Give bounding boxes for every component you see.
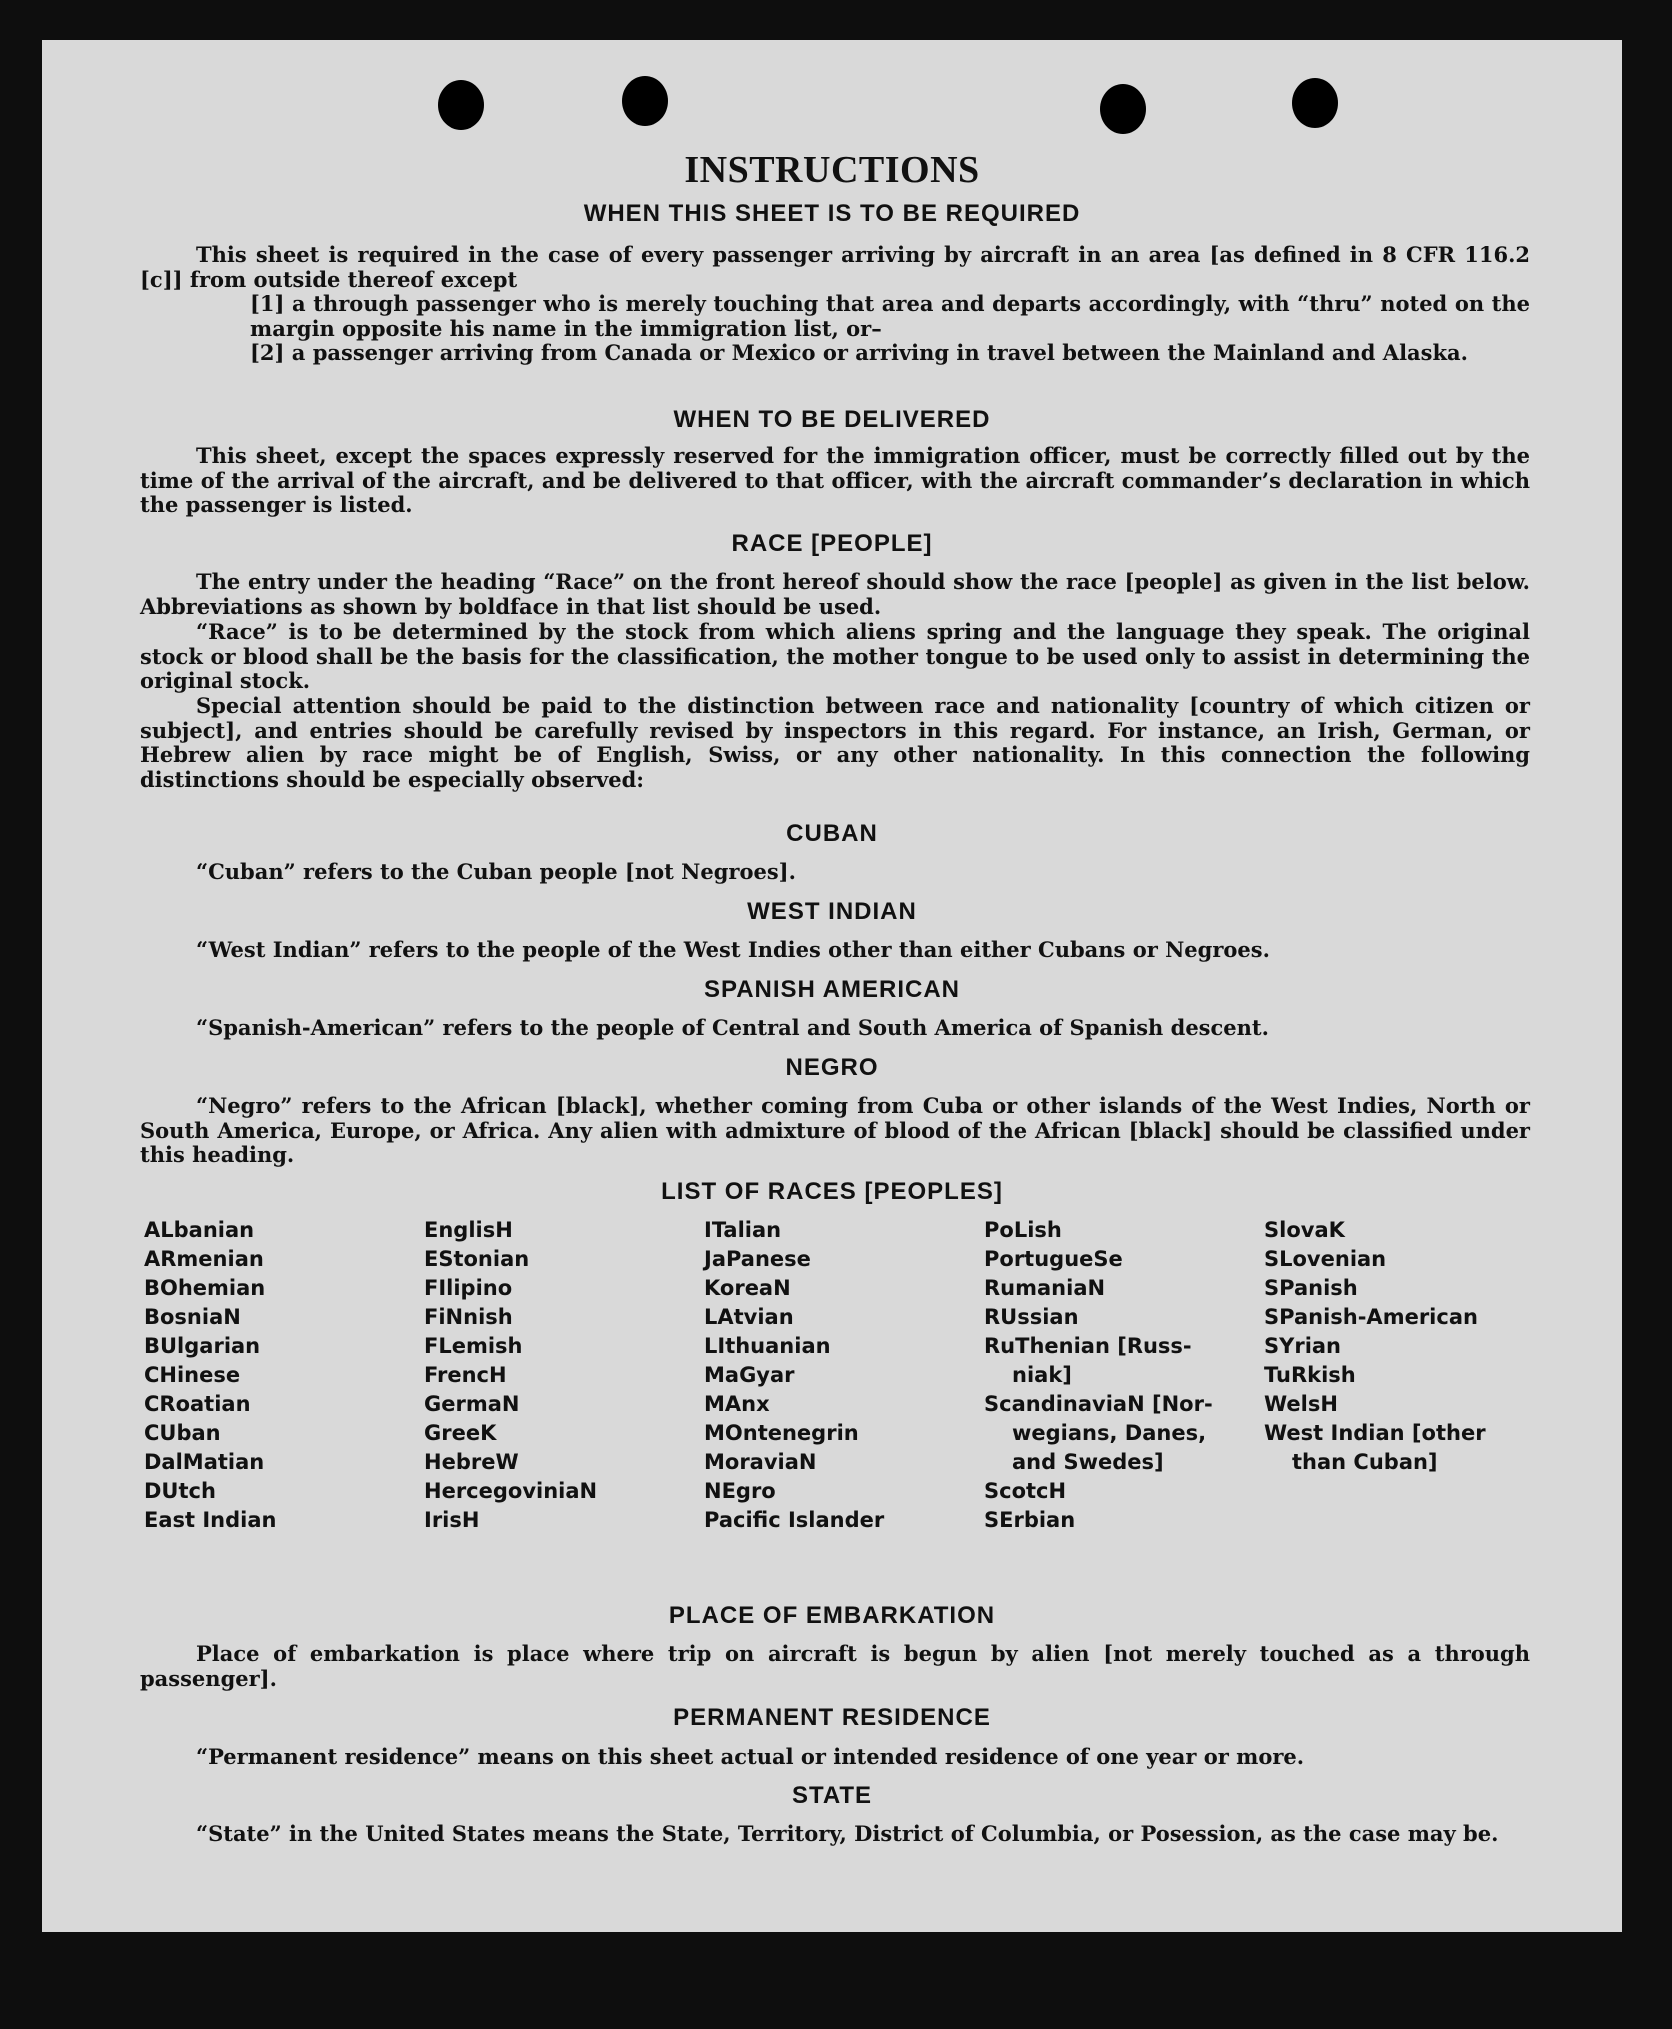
race-entry: GreeK	[424, 1421, 497, 1445]
race-entry: LIthuanian	[704, 1334, 831, 1358]
race-entry: DUtch	[144, 1479, 216, 1503]
heading-cuban: CUBAN	[786, 820, 878, 847]
spanish-american-text: “Spanish-American” refers to the people of Central and South America of Spanish descent.	[196, 1015, 1269, 1040]
race-entry: SYrian	[1264, 1334, 1342, 1358]
race-entry: WelsH	[1264, 1392, 1338, 1416]
race-entry: ALbanian	[144, 1218, 255, 1242]
race-entry: RuThenian [Russ-	[984, 1334, 1192, 1358]
heading-state: STATE	[791, 1782, 873, 1809]
race-entry: FIlipino	[424, 1276, 513, 1300]
exception-item-2: [2] a passenger arriving from Canada or Mexico or arriving in travel between the Mainland and Alaska.	[250, 340, 1468, 365]
heading-when-delivered: WHEN TO BE DELIVERED	[673, 406, 991, 433]
race-entry: CUban	[144, 1421, 221, 1445]
exception-item-1: [1] a through passenger who is merely touching that area and departs accordingly, with “thru” noted on the margin opposite his name in the immigration list, or–	[250, 291, 1530, 341]
punch-hole	[1292, 78, 1338, 128]
race-entry: wegians, Danes,	[1012, 1421, 1207, 1445]
permanent-residence-text: “Permanent residence” means on this sheet actual or intended residence of one year or more.	[196, 1744, 1305, 1769]
race-entry: ARmenian	[144, 1247, 264, 1271]
race-entry: LAtvian	[704, 1305, 794, 1329]
race-entry: MoraviaN	[704, 1450, 817, 1474]
race-column	[984, 1216, 1264, 1535]
race-entry: West Indian [other	[1264, 1421, 1486, 1445]
race-paragraph-1: The entry under the heading “Race” on the front hereof should show the race [people] as given in the list below. Abbreviations as shown by boldface in that list should be used.	[140, 569, 1530, 619]
cuban-text: “Cuban” refers to the Cuban people [not Negroes].	[196, 859, 796, 884]
heading-permanent-residence: PERMANENT RESIDENCE	[673, 1704, 991, 1731]
race-entry: SLovenian	[1264, 1247, 1387, 1271]
race-entry: IrisH	[424, 1508, 480, 1532]
race-column	[1264, 1216, 1544, 1535]
race-entry: TuRkish	[1264, 1363, 1356, 1387]
negro-text: “Negro” refers to the African [black], whether coming from Cuba or other islands of the West Indies, North or South America, Europe, or Africa. Any alien with admixture of blood of the African [black] should be classified under this heading.	[140, 1093, 1530, 1167]
race-entry: SErbian	[984, 1508, 1076, 1532]
race-entry: FLemish	[424, 1334, 523, 1358]
race-entry: MaGyar	[704, 1363, 795, 1387]
race-entry: than Cuban]	[1292, 1450, 1438, 1474]
race-entry: ScotcH	[984, 1479, 1067, 1503]
race-entry: RUssian	[984, 1305, 1079, 1329]
when-required-intro: This sheet is required in the case of every passenger arriving by aircraft in an area [as defined in 8 CFR 116.2 [c]] from outside thereof except	[140, 242, 1530, 292]
embarkation-text: Place of embarkation is place where trip on aircraft is begun by alien [not merely touched as a through passenger].	[140, 1641, 1530, 1691]
race-entry: HercegoviniaN	[424, 1479, 598, 1503]
race-entry: RumaniaN	[984, 1276, 1106, 1300]
punch-hole	[622, 76, 668, 126]
heading-race: RACE [PEOPLE]	[731, 530, 933, 557]
race-entry: KoreaN	[704, 1276, 791, 1300]
race-entry: CRoatian	[144, 1392, 251, 1416]
race-entry: ITalian	[704, 1218, 782, 1242]
race-entry: East Indian	[144, 1508, 277, 1532]
race-column	[704, 1216, 984, 1535]
race-entry: MAnx	[704, 1392, 770, 1416]
heading-embarkation: PLACE OF EMBARKATION	[668, 1602, 996, 1629]
race-column	[144, 1216, 424, 1535]
race-column	[424, 1216, 704, 1535]
punch-hole	[1100, 84, 1146, 134]
race-entry: BosniaN	[144, 1305, 241, 1329]
race-entry: PoLish	[984, 1218, 1062, 1242]
heading-list-of-races: LIST OF RACES [PEOPLES]	[661, 1178, 1003, 1205]
race-entry: SlovaK	[1264, 1218, 1345, 1242]
race-entry: JaPanese	[704, 1247, 811, 1271]
race-entry: HebreW	[424, 1450, 519, 1474]
when-delivered-text: This sheet, except the spaces expressly reserved for the immigration officer, must be correctly filled out by the time of the arrival of the aircraft, and be delivered to that officer, with the aircraft commander’s declaration in which the passenger is listed.	[140, 443, 1530, 517]
race-entry: CHinese	[144, 1363, 241, 1387]
race-paragraph-3: Special attention should be paid to the distinction between race and nationality [country of which citizen or subject], and entries should be carefully revised by inspectors in this regard. For instance, an Irish, German, or Hebrew alien by race might be of English, Swiss, or any other nationality. In this connection the following distinctions should be especially observed:	[140, 693, 1530, 792]
race-entry: BOhemian	[144, 1276, 266, 1300]
heading-negro: NEGRO	[785, 1054, 879, 1081]
heading-when-required: WHEN THIS SHEET IS TO BE REQUIRED	[583, 200, 1081, 227]
race-entry: niak]	[1012, 1363, 1072, 1387]
race-entry: SPanish	[1264, 1276, 1358, 1300]
race-entry: EStonian	[424, 1247, 530, 1271]
heading-spanish-american: SPANISH AMERICAN	[703, 976, 960, 1003]
heading-west-indian: WEST INDIAN	[747, 898, 917, 925]
race-entry: DalMatian	[144, 1450, 265, 1474]
punch-hole	[438, 80, 484, 130]
page-title: INSTRUCTIONS	[684, 149, 980, 191]
document-sheet	[42, 40, 1622, 1932]
race-list	[144, 1216, 1564, 1535]
race-entry: FrencH	[424, 1363, 507, 1387]
race-entry: MOntenegrin	[704, 1421, 859, 1445]
state-text: “State” in the United States means the State, Territory, District of Columbia, or Posession, as the case may be.	[196, 1821, 1499, 1846]
race-paragraph-2: “Race” is to be determined by the stock from which aliens spring and the language they speak. The original stock or blood shall be the basis for the classification, the mother tongue to be used only to assist in determining the original stock.	[140, 619, 1530, 693]
race-entry: NEgro	[704, 1479, 776, 1503]
race-entry: EnglisH	[424, 1218, 513, 1242]
race-entry: ScandinaviaN [Nor-	[984, 1392, 1213, 1416]
race-entry: PortugueSe	[984, 1247, 1123, 1271]
race-entry: GermaN	[424, 1392, 520, 1416]
race-entry: SPanish-American	[1264, 1305, 1478, 1329]
race-entry: Pacific Islander	[704, 1508, 885, 1532]
race-entry: and Swedes]	[1012, 1450, 1164, 1474]
west-indian-text: “West Indian” refers to the people of the West Indies other than either Cubans or Negroes.	[196, 937, 1270, 962]
race-entry: FiNnish	[424, 1305, 513, 1329]
race-entry: BUlgarian	[144, 1334, 261, 1358]
